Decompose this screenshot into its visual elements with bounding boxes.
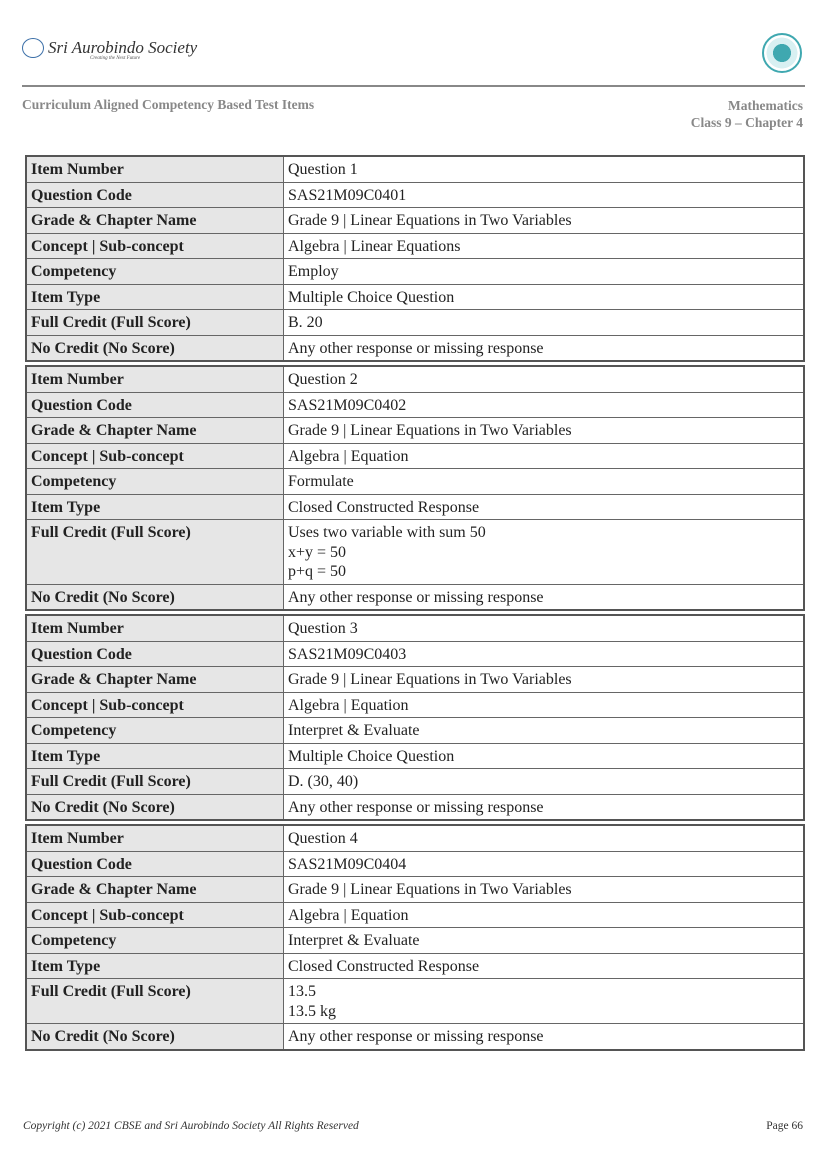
table-row — [26, 902, 804, 928]
field-value: Any other response or missing response — [284, 794, 805, 820]
field-label: No Credit (No Score) — [26, 1024, 284, 1050]
cbse-seal-icon — [762, 33, 802, 73]
field-label: Item Number — [26, 825, 284, 851]
field-label: Concept | Sub-concept — [26, 233, 284, 259]
field-value: Any other response or missing response — [284, 335, 805, 361]
field-label: Item Type — [26, 953, 284, 979]
field-label: Item Type — [26, 284, 284, 310]
field-value: Multiple Choice Question — [284, 284, 805, 310]
field-label: Concept | Sub-concept — [26, 902, 284, 928]
field-value: Any other response or missing response — [284, 1024, 805, 1050]
field-label: Full Credit (Full Score) — [26, 520, 284, 585]
field-label: Item Number — [26, 366, 284, 392]
field-label: Question Code — [26, 851, 284, 877]
field-label: Item Number — [26, 156, 284, 182]
table-row — [26, 979, 804, 1024]
field-value: Algebra | Linear Equations — [284, 233, 805, 259]
field-label: No Credit (No Score) — [26, 584, 284, 610]
field-value: Employ — [284, 259, 805, 285]
table-row — [26, 825, 804, 851]
field-value: Grade 9 | Linear Equations in Two Variables — [284, 208, 805, 234]
field-value: Algebra | Equation — [284, 692, 805, 718]
field-label: Question Code — [26, 392, 284, 418]
subject: Mathematics — [728, 98, 803, 113]
table-row — [26, 182, 804, 208]
field-value: Grade 9 | Linear Equations in Two Variables — [284, 418, 805, 444]
field-value: Question 1 — [284, 156, 805, 182]
field-value: Grade 9 | Linear Equations in Two Variables — [284, 667, 805, 693]
field-value: Uses two variable with sum 50 x+y = 50 p+q = 50 — [284, 520, 805, 585]
field-value: Grade 9 | Linear Equations in Two Variables — [284, 877, 805, 903]
field-label: Grade & Chapter Name — [26, 208, 284, 234]
table-row — [26, 310, 804, 336]
field-label: Concept | Sub-concept — [26, 692, 284, 718]
field-value: B. 20 — [284, 310, 805, 336]
field-value: SAS21M09C0402 — [284, 392, 805, 418]
field-label: Item Type — [26, 743, 284, 769]
table-row — [26, 877, 804, 903]
field-label: No Credit (No Score) — [26, 335, 284, 361]
table-row — [26, 469, 804, 495]
field-value: Question 3 — [284, 615, 805, 641]
table-row — [26, 692, 804, 718]
field-value: Question 2 — [284, 366, 805, 392]
item-tables — [25, 155, 805, 1054]
table-row — [26, 928, 804, 954]
table-row — [26, 520, 804, 585]
table-row — [26, 794, 804, 820]
table-row — [26, 641, 804, 667]
question-item-table — [25, 824, 805, 1051]
field-label: Concept | Sub-concept — [26, 443, 284, 469]
globe-logo-icon — [22, 38, 44, 58]
field-label: Competency — [26, 928, 284, 954]
table-row — [26, 667, 804, 693]
subject-info — [691, 97, 803, 131]
table-row — [26, 953, 804, 979]
field-value: SAS21M09C0404 — [284, 851, 805, 877]
field-value: 13.5 13.5 kg — [284, 979, 805, 1024]
table-row — [26, 743, 804, 769]
field-value: Closed Constructed Response — [284, 494, 805, 520]
table-row — [26, 494, 804, 520]
table-row — [26, 335, 804, 361]
table-row — [26, 851, 804, 877]
sri-aurobindo-society-logo — [22, 38, 198, 61]
field-value: D. (30, 40) — [284, 769, 805, 795]
document-title: Curriculum Aligned Competency Based Test Items — [22, 97, 315, 112]
table-row — [26, 366, 804, 392]
field-value: Algebra | Equation — [284, 443, 805, 469]
table-row — [26, 1024, 804, 1050]
class-chapter: Class 9 – Chapter 4 — [690, 115, 803, 130]
logo-text: Sri Aurobindo Society — [48, 38, 198, 57]
header-divider — [22, 85, 805, 87]
field-label: Full Credit (Full Score) — [26, 310, 284, 336]
question-item-table — [25, 155, 805, 362]
table-row — [26, 284, 804, 310]
field-label: Item Type — [26, 494, 284, 520]
field-value: SAS21M09C0403 — [284, 641, 805, 667]
field-label: Full Credit (Full Score) — [26, 769, 284, 795]
table-row — [26, 418, 804, 444]
table-row — [26, 718, 804, 744]
question-item-table — [25, 365, 805, 611]
question-item-table — [25, 614, 805, 821]
logo-tagline: Creating the Next Future — [90, 56, 141, 61]
field-label: Competency — [26, 259, 284, 285]
table-row — [26, 584, 804, 610]
field-value: Any other response or missing response — [284, 584, 805, 610]
field-label: Grade & Chapter Name — [26, 418, 284, 444]
field-label: Question Code — [26, 182, 284, 208]
table-row — [26, 615, 804, 641]
field-value: Algebra | Equation — [284, 902, 805, 928]
table-row — [26, 392, 804, 418]
field-value: Interpret & Evaluate — [284, 718, 805, 744]
table-row — [26, 259, 804, 285]
field-label: Item Number — [26, 615, 284, 641]
field-value: Closed Constructed Response — [284, 953, 805, 979]
field-value: Multiple Choice Question — [284, 743, 805, 769]
field-label: Full Credit (Full Score) — [26, 979, 284, 1024]
table-row — [26, 208, 804, 234]
copyright: Copyright (c) 2021 CBSE and Sri Aurobindo Society All Rights Reserved — [23, 1120, 359, 1132]
table-row — [26, 769, 804, 795]
field-value: Interpret & Evaluate — [284, 928, 805, 954]
field-value: SAS21M09C0401 — [284, 182, 805, 208]
field-label: No Credit (No Score) — [26, 794, 284, 820]
table-row — [26, 156, 804, 182]
table-row — [26, 443, 804, 469]
field-label: Competency — [26, 469, 284, 495]
field-label: Question Code — [26, 641, 284, 667]
field-label: Competency — [26, 718, 284, 744]
field-value: Formulate — [284, 469, 805, 495]
field-label: Grade & Chapter Name — [26, 877, 284, 903]
page-number: Page 66 — [766, 1120, 803, 1132]
field-value: Question 4 — [284, 825, 805, 851]
field-label: Grade & Chapter Name — [26, 667, 284, 693]
table-row — [26, 233, 804, 259]
